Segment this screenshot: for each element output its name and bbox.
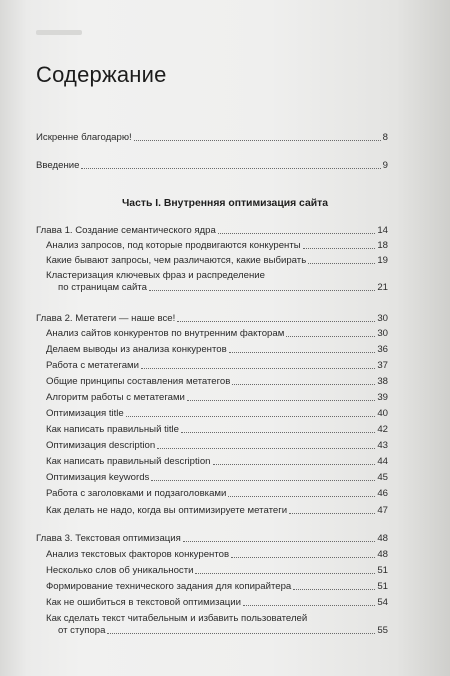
toc-entry-title: Работа с метатегами <box>46 360 140 371</box>
toc-entry[interactable] <box>46 424 388 436</box>
dot-leader <box>293 589 375 590</box>
toc-entry[interactable] <box>46 440 388 452</box>
toc-entry[interactable] <box>46 255 388 267</box>
toc-entry[interactable] <box>46 505 388 517</box>
toc-entry-title: Оптимизация keywords <box>46 472 150 483</box>
toc-entry[interactable] <box>46 376 388 388</box>
toc-entry[interactable] <box>36 132 388 144</box>
toc-chapter[interactable] <box>36 313 388 325</box>
toc-entry-title-line1: Кластеризация ключевых фраз и распределение <box>46 270 265 281</box>
toc-entry[interactable] <box>46 597 388 609</box>
toc-entry-title: Анализ запросов, под которые продвигаются конкуренты <box>46 240 301 251</box>
dot-leader <box>308 263 375 264</box>
toc-entry-page: 51 <box>377 565 388 576</box>
toc-entry[interactable] <box>46 581 388 593</box>
toc-entry-page: 46 <box>377 488 388 499</box>
toc-entry-page: 48 <box>377 533 388 544</box>
toc-entry-page: 44 <box>377 456 388 467</box>
toc-entry-page: 55 <box>377 625 388 636</box>
toc-entry-page: 37 <box>377 360 388 371</box>
dot-leader <box>213 464 376 465</box>
toc-entry[interactable] <box>46 549 388 561</box>
toc-entry[interactable] <box>46 488 388 500</box>
toc-entry[interactable] <box>46 565 388 577</box>
dot-leader <box>107 633 375 634</box>
dot-leader <box>228 496 375 497</box>
dot-leader <box>218 233 376 234</box>
part-heading: Часть I. Внутренняя оптимизация сайта <box>122 198 328 209</box>
toc-chapter[interactable] <box>36 533 388 545</box>
toc-entry-title: Оптимизация title <box>46 408 124 419</box>
toc-entry-page: 8 <box>382 132 388 143</box>
toc-entry-title: Анализ текстовых факторов конкурентов <box>46 549 230 560</box>
dot-leader <box>303 248 376 249</box>
toc-entry-title: Формирование технического задания для копирайтера <box>46 581 292 592</box>
toc-entry-title-line1: Как сделать текст читабельным и избавить пользователей <box>46 613 308 624</box>
toc-entry-title: Оптимизация description <box>46 440 156 451</box>
dot-leader <box>149 290 375 291</box>
toc-entry-page: 36 <box>377 344 388 355</box>
toc-entry-title-line2: от ступора <box>58 625 106 636</box>
dot-leader <box>187 400 375 401</box>
toc-chapter[interactable] <box>36 225 388 237</box>
dot-leader <box>195 573 375 574</box>
toc-entry[interactable] <box>46 360 388 372</box>
dot-leader <box>151 480 375 481</box>
toc-entry-page: 14 <box>377 225 388 236</box>
toc-entry[interactable] <box>36 160 388 172</box>
toc-entry-page: 9 <box>382 160 388 171</box>
toc-entry-page: 19 <box>377 255 388 266</box>
toc-entry-title: Алгоритм работы с метатегами <box>46 392 185 403</box>
toc-entry-title: Как не ошибиться в текстовой оптимизации <box>46 597 242 608</box>
toc-entry-multiline[interactable] <box>46 613 388 637</box>
toc-entry-page: 40 <box>377 408 388 419</box>
toc-entry-title: Как написать правильный title <box>46 424 180 435</box>
dot-leader <box>181 432 375 433</box>
toc-entry-title: Делаем выводы из анализа конкурентов <box>46 344 227 355</box>
toc-entry-multiline[interactable] <box>46 270 388 294</box>
toc-entry-page: 30 <box>377 313 388 324</box>
toc-entry-page: 43 <box>377 440 388 451</box>
toc-entry-title: Как делать не надо, когда вы оптимизируете метатеги <box>46 505 288 516</box>
toc-entry-title: Как написать правильный description <box>46 456 211 467</box>
toc-entry-page: 54 <box>377 597 388 608</box>
toc-entry-page: 30 <box>377 328 388 339</box>
toc-entry-title: Какие бывают запросы, чем различаются, какие выбирать <box>46 255 307 266</box>
toc-entry-page: 47 <box>377 505 388 516</box>
toc-entry-page: 45 <box>377 472 388 483</box>
toc-entry[interactable] <box>46 240 388 252</box>
page-title: Содержание <box>36 62 167 87</box>
toc-entry-title: Общие принципы составления метатегов <box>46 376 231 387</box>
toc-entry-title: Несколько слов об уникальности <box>46 565 194 576</box>
toc-entry-page: 21 <box>377 282 388 293</box>
toc-entry-title: Работа с заголовками и подзаголовками <box>46 488 227 499</box>
dot-leader <box>183 541 375 542</box>
dot-leader <box>229 352 376 353</box>
dot-leader <box>126 416 376 417</box>
toc-entry-title: Искренне благодарю! <box>36 132 132 143</box>
dot-leader <box>231 557 375 558</box>
toc-entry[interactable] <box>46 456 388 468</box>
toc-entry-page: 42 <box>377 424 388 435</box>
toc-entry[interactable] <box>46 344 388 356</box>
toc-entry-page: 48 <box>377 549 388 560</box>
toc-entry[interactable] <box>46 392 388 404</box>
toc-entry-page: 38 <box>377 376 388 387</box>
toc-entry-title: Глава 3. Текстовая оптимизация <box>36 533 181 544</box>
dot-leader <box>286 336 375 337</box>
toc-entry[interactable] <box>46 472 388 484</box>
dot-leader <box>141 368 375 369</box>
toc-entry-page: 18 <box>377 240 388 251</box>
toc-entry-title: Глава 1. Создание семантического ядра <box>36 225 216 236</box>
toc-entry[interactable] <box>46 328 388 340</box>
dot-leader <box>81 168 380 169</box>
toc-entry-title: Анализ сайтов конкурентов по внутренним факторам <box>46 328 285 339</box>
dot-leader <box>232 384 375 385</box>
toc-entry[interactable] <box>46 408 388 420</box>
dot-leader <box>243 605 375 606</box>
dot-leader <box>157 448 375 449</box>
dot-leader <box>177 321 375 322</box>
toc-entry-title: Введение <box>36 160 80 171</box>
toc-entry-title-line2: по страницам сайта <box>58 282 147 293</box>
toc-entry-title: Глава 2. Метатеги — наше все! <box>36 313 176 324</box>
toc-entry-page: 51 <box>377 581 388 592</box>
dot-leader <box>134 140 381 141</box>
dot-leader <box>289 513 375 514</box>
toc-entry-page: 39 <box>377 392 388 403</box>
